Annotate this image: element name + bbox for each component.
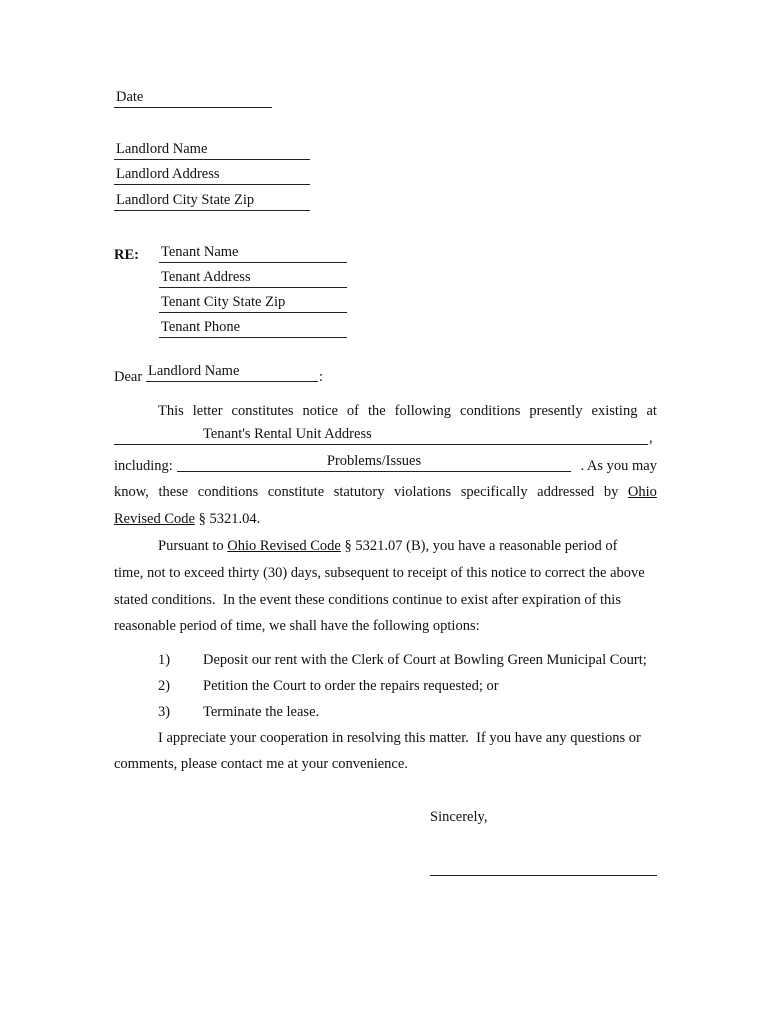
salutation-colon: : [319,369,324,385]
landlord-name: Landlord Name [116,141,208,157]
including-label: including: [114,458,173,474]
date-label: Date [116,89,144,105]
ohio-revised-code-link: Ohio Revised Code [227,538,341,554]
word: statutory [333,484,385,500]
p2-line1-text [158,538,618,558]
p2-line1 [158,538,657,558]
word: conditions [460,403,521,419]
landlord-city-state-zip: Landlord City State Zip [116,192,255,208]
word: addressed [537,484,595,500]
word: conditions [197,484,259,500]
tenant-city-state-zip-field[interactable] [159,293,347,313]
p1-line5 [114,511,260,528]
as-you-may: . As you may [580,458,657,474]
option-number: 3) [158,704,171,720]
problems-field[interactable] [177,452,571,472]
signature-line[interactable] [430,875,657,876]
p1-line4 [114,484,657,504]
tenant-phone-field[interactable] [159,318,347,338]
p1-line1 [158,403,657,423]
sincerely: Sincerely, [430,809,488,825]
dear-label: Dear [114,369,143,385]
word: presently [529,403,583,419]
word: following [394,403,452,419]
salutation-name: Landlord Name [148,363,240,379]
word: at [646,403,657,419]
p2-line2: time, not to exceed thirty (30) days, subsequent to receipt of this notice to correct the above [114,565,645,581]
pursuant-to: Pursuant to [158,538,228,554]
tenant-address: Tenant Address [161,269,251,285]
p3-line1: I appreciate your cooperation in resolving this matter. If you have any questions or [158,730,641,746]
tenant-address-field[interactable] [159,268,347,288]
word: know, [114,484,149,500]
address-comma: , [649,430,653,446]
option-number: 2) [158,678,171,694]
word: specifically [460,484,528,500]
date-field[interactable] [114,88,272,108]
p2-line3: stated conditions. In the event these conditions continue to exist after expiration of this [114,592,621,608]
rental-unit-address-field[interactable] [114,425,648,445]
problems-issues: Problems/Issues [326,453,422,469]
word: violations [394,484,452,500]
section-5321-04: § 5321.04. [194,511,261,527]
word: the [367,403,386,419]
rental-unit-address: Tenant's Rental Unit Address [203,426,372,442]
landlord-address: Landlord Address [116,166,220,182]
ohio-link: Ohio [627,484,657,500]
tenant-phone: Tenant Phone [161,319,241,335]
re-label: RE: [114,247,139,263]
tenant-name-field[interactable] [159,243,347,263]
word: notice [302,403,338,419]
word: existing [591,403,638,419]
option-text: Deposit our rent with the Clerk of Court at Bowling Green Municipal Court; [203,652,647,668]
word: letter [192,403,223,419]
option-text: Petition the Court to order the repairs requested; or [203,678,499,694]
p3-line2: comments, please contact me at your convenience. [114,756,408,772]
landlord-name-field[interactable] [114,140,310,160]
tenant-city-state-zip: Tenant City State Zip [161,294,286,310]
p2-line1-rest: § 5321.07 (B), you have a reasonable period of [340,538,618,554]
word: constitutes [231,403,294,419]
word: of [346,403,360,419]
word: these [158,484,189,500]
tenant-name: Tenant Name [161,244,239,260]
option-number: 1) [158,652,171,668]
salutation-name-field[interactable] [146,362,318,382]
landlord-address-field[interactable] [114,165,310,185]
landlord-city-state-zip-field[interactable] [114,191,310,211]
option-text: Terminate the lease. [203,704,320,720]
word: by [603,484,619,500]
p2-line4: reasonable period of time, we shall have the following options: [114,618,480,634]
revised-code-link: Revised Code [114,511,195,527]
word: This [158,403,184,419]
word: constitute [267,484,325,500]
